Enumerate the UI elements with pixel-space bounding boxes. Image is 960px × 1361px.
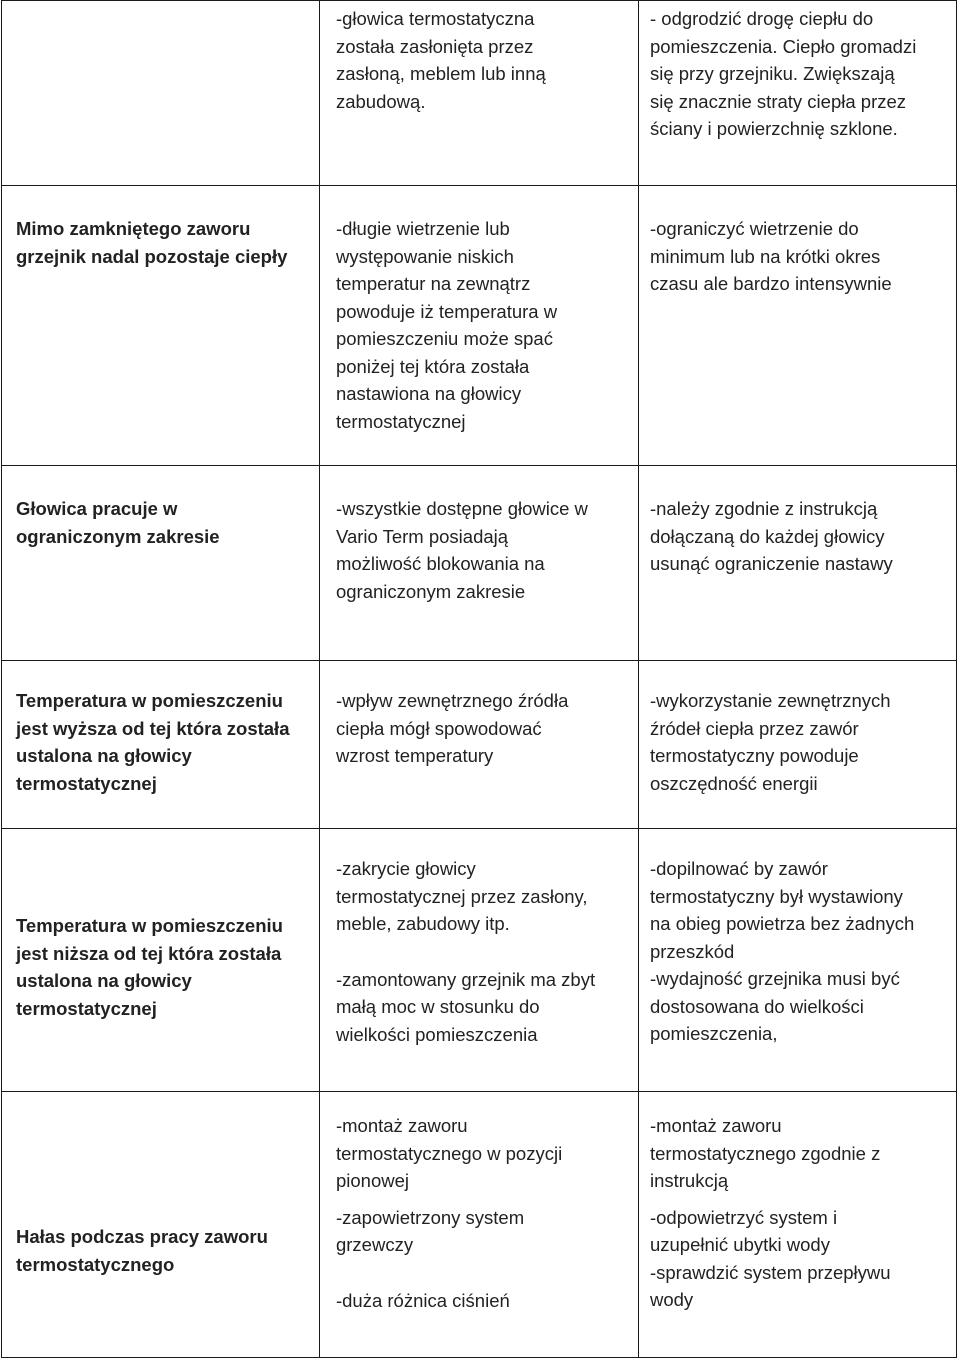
- table-row: [2, 829, 957, 1092]
- cause-text: -wpływ zewnętrznego źródła ciepła mógł spowodować wzrost temperatury: [335, 690, 569, 766]
- problem-text: Głowica pracuje w ograniczonym zakresie: [16, 498, 220, 547]
- solution-cell: [638, 829, 956, 1092]
- cause-text: -zakrycie głowicy termostatycznej przez zasłony, meble, zabudowy itp.: [335, 858, 588, 934]
- cause-text: -zapowietrzony system grzewczy: [335, 1206, 525, 1255]
- cause-text: -duża różnica ciśnień: [335, 1289, 510, 1311]
- problem-text: Temperatura w pomieszczeniu jest niższa od tej która została ustalona na głowicy termostatycznej: [16, 915, 283, 1019]
- problem-cell: [2, 829, 320, 1092]
- cause-text: -montaż zaworu termostatycznego w pozycji pionowej: [335, 1115, 563, 1191]
- solution-cell: [638, 186, 956, 466]
- table-row: [2, 186, 957, 466]
- problem-text: Temperatura w pomieszczeniu jest wyższa od tej która została ustalona na głowicy termostatycznej: [16, 690, 290, 794]
- cause-text: -długie wietrzenie lub występowanie niskich temperatur na zewnątrz powoduje iż temperatura w pomieszczeniu może spać poniżej tej która została nastawiona na głowicy termostatycznej: [335, 218, 558, 432]
- troubleshooting-table: [1, 0, 957, 1358]
- solution-text: -ograniczyć wietrzenie do minimum lub na krótki okres czasu ale bardzo intensywnie: [649, 218, 892, 294]
- cause-text: -wszystkie dostępne głowice w Vario Term posiadają możliwość blokowania na ograniczonym zakresie: [335, 498, 588, 602]
- cause-cell: [319, 186, 638, 466]
- cause-cell: [319, 1092, 638, 1358]
- problem-text: Hałas podczas pracy zaworu termostatycznego: [16, 1226, 268, 1275]
- solution-cell: [638, 466, 956, 661]
- solution-text: -sprawdzić system przepływu wody: [649, 1261, 891, 1310]
- table-row: [2, 661, 957, 829]
- solution-text: -wydajność grzejnika musi być dostosowana do wielkości pomieszczenia,: [649, 968, 900, 1044]
- solution-text: -montaż zaworu termostatycznego zgodnie z instrukcją: [649, 1115, 881, 1191]
- problem-cell: [2, 661, 320, 829]
- problem-text: Mimo zamkniętego zaworu grzejnik nadal pozostaje ciepły: [16, 218, 288, 267]
- problem-cell: [2, 1092, 320, 1358]
- problem-cell: [2, 466, 320, 661]
- cause-text: -zamontowany grzejnik ma zbyt małą moc w stosunku do wielkości pomieszczenia: [335, 968, 596, 1045]
- solution-text: -wykorzystanie zewnętrznych źródeł ciepła przez zawór termostatyczny powoduje oszczędność energii: [649, 690, 891, 794]
- solution-cell: [638, 1092, 956, 1358]
- cause-cell: [319, 466, 638, 661]
- solution-cell: [638, 661, 956, 829]
- cause-cell: [319, 1, 638, 186]
- problem-cell: [2, 1, 320, 186]
- solution-text: -dopilnować by zawór termostatyczny był wystawiony na obieg powietrza bez żadnych przeszkód: [649, 858, 915, 962]
- cause-text: -głowica termostatyczna została zasłonięta przez zasłoną, meblem lub inną zabudową.: [335, 8, 546, 112]
- solution-text: -odpowietrzyć system i uzupełnić ubytki wody: [649, 1206, 838, 1255]
- problem-cell: [2, 186, 320, 466]
- solution-text: -należy zgodnie z instrukcją dołączaną do każdej głowicy usunąć ograniczenie nastawy: [649, 498, 893, 574]
- cause-cell: [319, 661, 638, 829]
- table-row: [2, 1, 957, 186]
- cause-cell: [319, 829, 638, 1092]
- table-row: [2, 466, 957, 661]
- table-row: [2, 1092, 957, 1358]
- solution-cell: [638, 1, 956, 186]
- solution-text: - odgrodzić drogę ciepłu do pomieszczenia. Ciepło gromadzi się przy grzejniku. Zwiększają się znacznie straty ciepła przez ściany i powierzchnię szklone.: [649, 8, 917, 139]
